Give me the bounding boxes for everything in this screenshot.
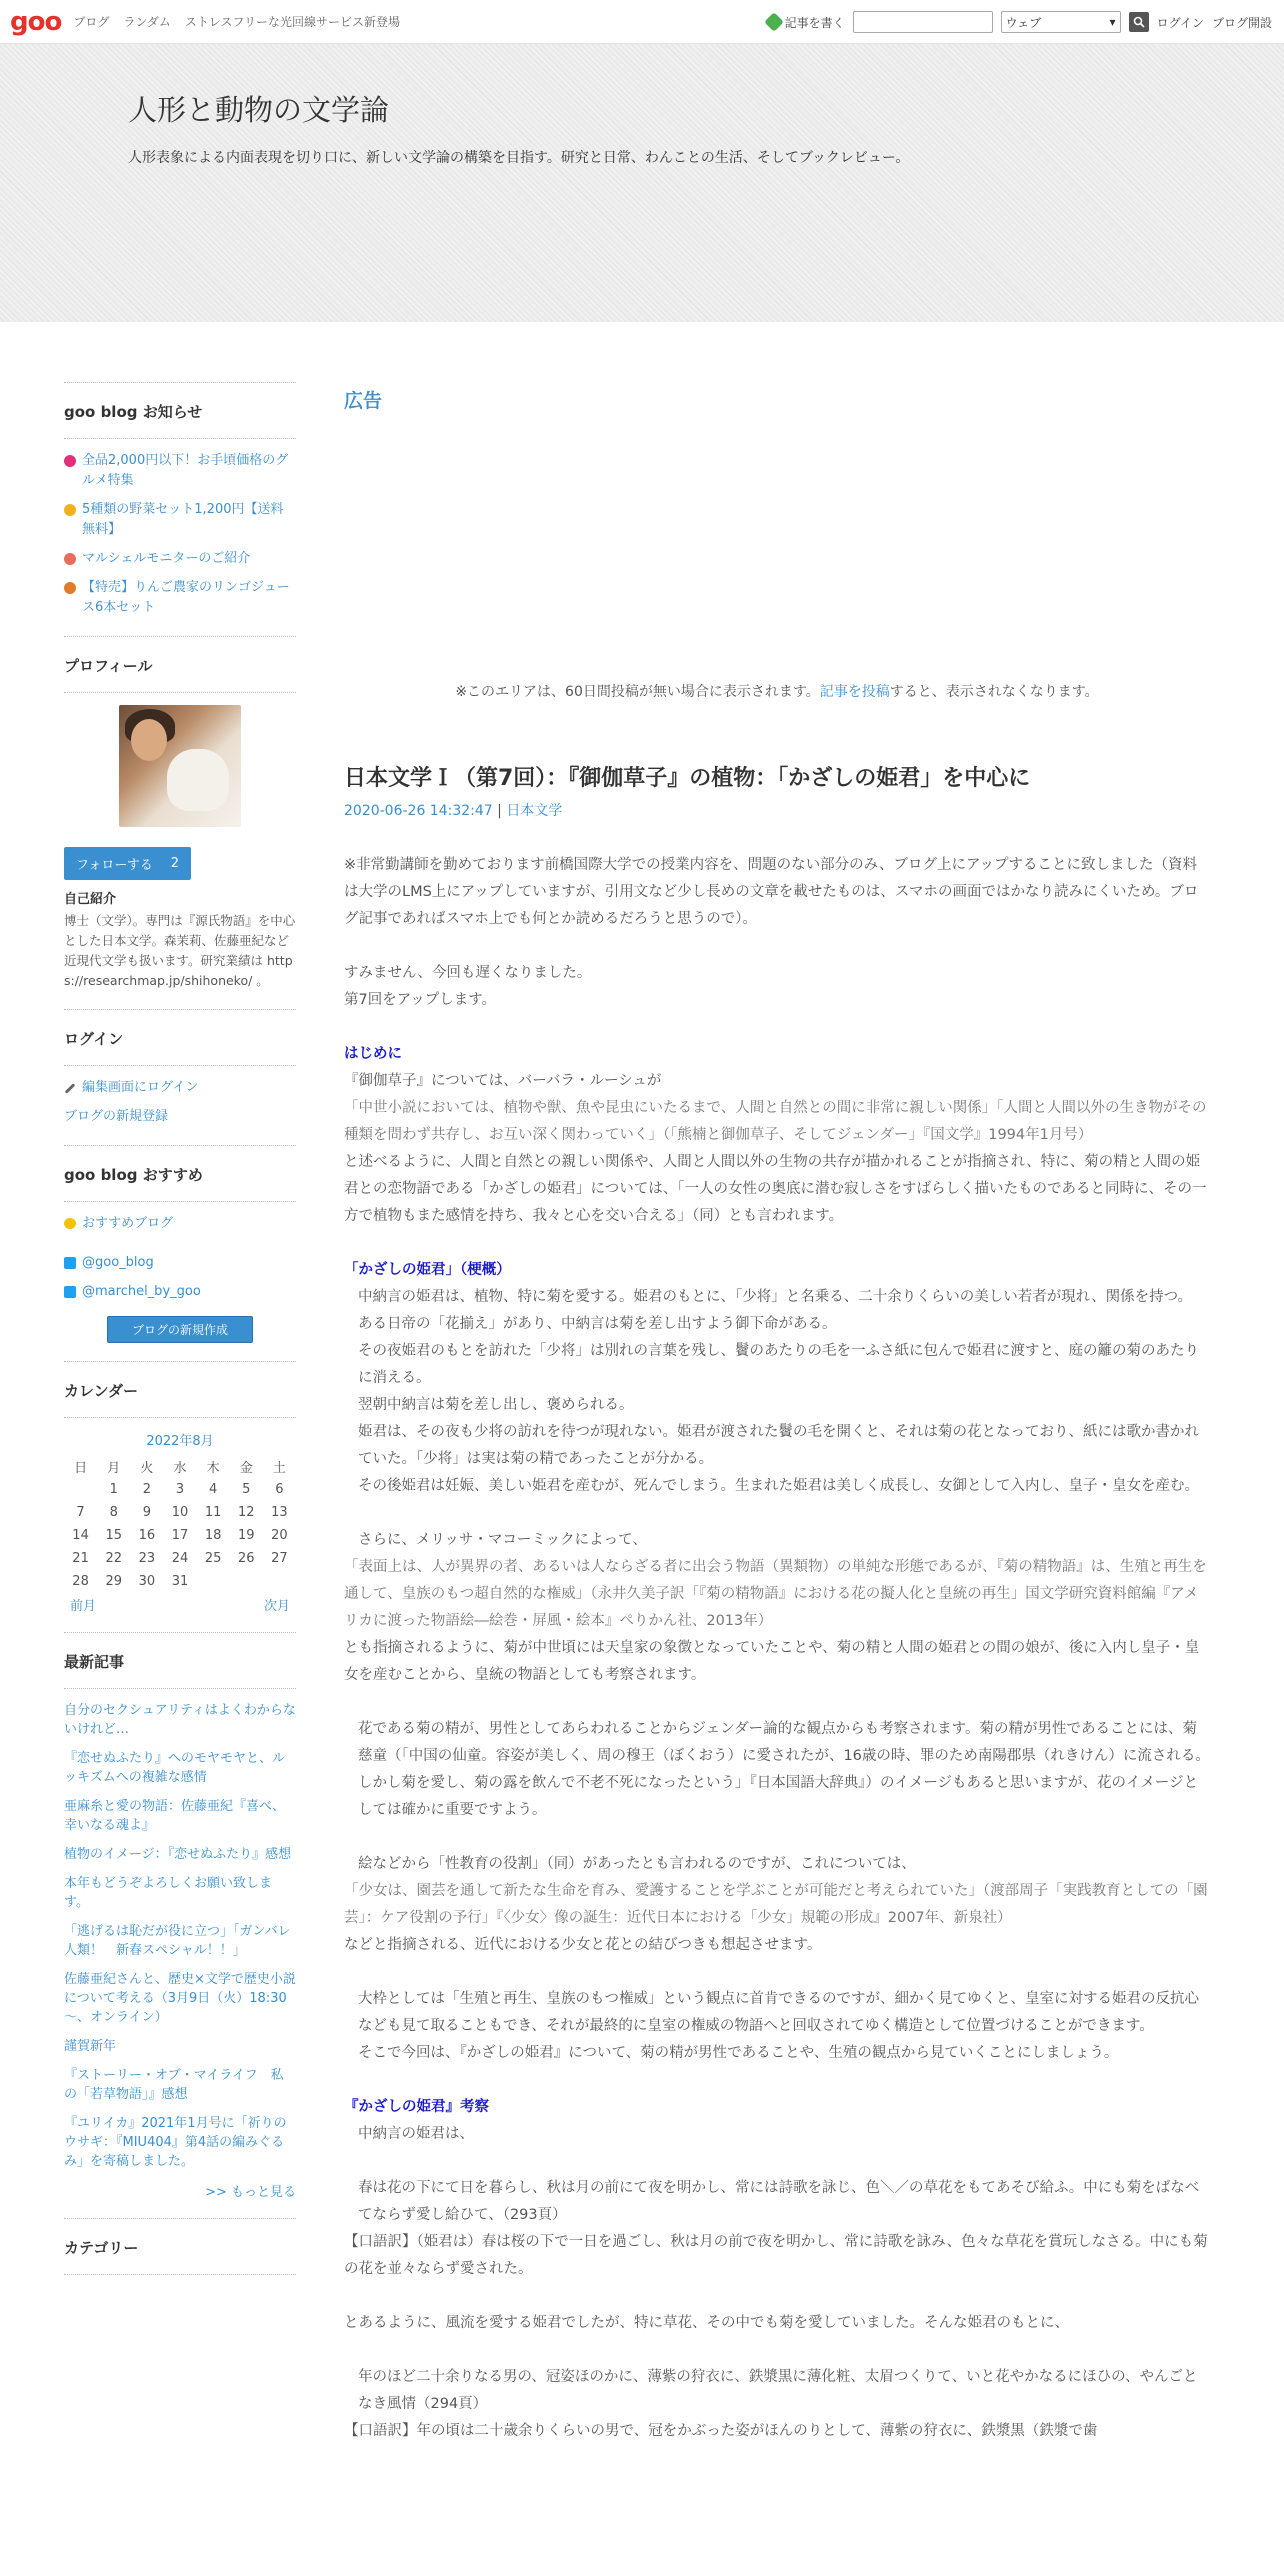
paragraph-spacer — [344, 1959, 1210, 1986]
twitter-icon — [64, 1286, 76, 1298]
calendar-weekday: 月 — [107, 1461, 121, 1476]
recent-article-link[interactable]: 植物のイメージ：『恋せぬふたり』感想 — [64, 1847, 292, 1862]
notice-item-label: 5種類の野菜セット1,200円【送料無料】 — [82, 502, 284, 537]
calendar-weekday: 金 — [239, 1461, 253, 1476]
profile-intro-text: 博士（文学）。専門は『源氏物語』を中心とした日本文学。森茉莉、佐藤亜紀など近現代文学も扱います。研究業績は https://researchmap.jp/shihoneko/ 。 — [64, 913, 296, 988]
search-button[interactable] — [1129, 12, 1149, 32]
ad-note — [344, 681, 1210, 701]
calendar-prev-link[interactable]: 前月 — [70, 1599, 97, 1614]
paragraph: 絵などから「性教育の役割」（同）があったとも言われるのですが、これについては、 — [358, 1855, 916, 1872]
top-links — [73, 13, 400, 30]
calendar-day: 22 — [105, 1551, 122, 1566]
calendar-day: 30 — [138, 1574, 156, 1589]
recent-article-link[interactable]: 自分のセクシュアリティはよくわからないけれど… — [64, 1703, 296, 1737]
new-register-link[interactable] — [64, 1107, 296, 1127]
recent-article-link[interactable]: 『ユリイカ』2021年1月号に「祈りのウサギ：『MIU404』第4話の編みぐるみ」を寄稿しました。 — [64, 2116, 287, 2169]
calendar-weekday: 日 — [74, 1461, 88, 1476]
write-article-link[interactable] — [767, 14, 845, 31]
twitter-goo-blog-label: @goo_blog — [82, 1255, 154, 1270]
paragraph-spacer — [344, 1230, 1210, 1257]
recent-section — [64, 1632, 296, 2200]
category-section — [64, 2218, 296, 2275]
calendar-day: 14 — [72, 1528, 89, 1543]
calendar-day: 20 — [271, 1528, 288, 1543]
goo-logo[interactable]: goo — [10, 6, 62, 37]
notice-item[interactable] — [64, 500, 296, 540]
category-title: カテゴリー — [64, 2237, 296, 2275]
calendar-day: 13 — [271, 1505, 288, 1520]
pencil-icon — [764, 12, 784, 32]
calendar-day — [263, 1570, 296, 1593]
notice-item-label: 全品2,000円以下！お手頃価格のグルメ特集 — [82, 453, 289, 488]
sunflower-icon — [64, 504, 76, 516]
recent-list — [64, 1701, 296, 2171]
calendar-day: 12 — [238, 1505, 255, 1520]
top-right-tools — [767, 0, 1272, 44]
paragraph: とあるように、風流を愛する姫君でしたが、特に草花、その中でも菊を愛していました。そんな姫君のもとに、 — [344, 2314, 1069, 2331]
paragraph-spacer — [344, 2337, 1210, 2364]
follower-count: 2 — [170, 856, 179, 871]
paragraph: ※非常勤講師を勤めております前橋国際大学での授業内容を、問題のない部分のみ、ブログ上にアップすることに致しました（資料は大学のLMS上にアップしていますが、引用文など少し長めの文章を載せたものは、スマホの画面ではかなり読みにくいため。ブログ記事であればスマホ上でも何とか読めるだろうと思うので）。 — [344, 856, 1199, 927]
calendar-month[interactable]: 2022年8月 — [146, 1434, 214, 1449]
calendar-day — [197, 1570, 230, 1593]
calendar-day: 19 — [238, 1528, 255, 1543]
quotation: 「中世小説においては、植物や獣、魚や昆虫にいたるまで、人間と自然との間に非常に親しい関係」「人間と人間以外の生き物がその種類を問わず共存し、お互い深く関わっていく」（「熊楠と御伽草子、そしてジェンダー」『国文学』1994年1月号） — [344, 1099, 1207, 1143]
follow-label: フォローする — [76, 858, 153, 873]
write-article-label: 記事を書く — [784, 15, 845, 30]
calendar-weekday: 火 — [140, 1461, 154, 1476]
recommend-section — [64, 1145, 296, 1343]
paragraph: 姫君は、その夜も少将の訪れを待つが現れない。姫君が渡された鬢の毛を開くと、それは菊の花となっており、紙には歌か書かれていた。「少将」は実は菊の精であったことが分かる。 — [358, 1423, 1199, 1467]
recent-article-link[interactable]: 亜麻糸と愛の物語：佐藤亜紀『喜べ、幸いなる魂よ』 — [64, 1799, 286, 1833]
paragraph-spacer — [344, 1689, 1210, 1716]
calendar-title: カレンダー — [64, 1380, 296, 1418]
calendar-day — [64, 1478, 97, 1501]
pencil-icon — [65, 1083, 76, 1094]
recommended-blog-label: おすすめブログ — [82, 1216, 174, 1231]
recent-article-link[interactable]: 謹賀新年 — [64, 2039, 117, 2054]
calendar-day: 7 — [76, 1505, 85, 1520]
calendar-nav — [64, 1593, 296, 1614]
search-input[interactable] — [853, 11, 993, 33]
paragraph-spacer — [344, 1014, 1210, 1041]
twitter-icon — [64, 1257, 76, 1269]
calendar-weekday: 水 — [173, 1461, 187, 1476]
notice-item[interactable] — [64, 578, 296, 618]
recent-article-link[interactable]: 『ストーリー・オブ・マイライフ 私の「若草物語」』感想 — [64, 2068, 284, 2102]
top-link-random[interactable]: ランダム — [123, 15, 171, 29]
blog-header — [0, 44, 1284, 322]
calendar-day: 1 — [109, 1482, 118, 1497]
quotation: 「少女は、園芸を通して新たな生命を育み、愛護することを学ぶことが可能だと考えられていた」（渡部周子「実践教育としての「園芸」：ケア役割の予行」『〈少女〉像の誕生：近代日本における「少女」規範の形成』2007年、新泉社） — [344, 1882, 1208, 1926]
calendar-day: 29 — [105, 1574, 122, 1589]
top-link-blog[interactable]: ブログ — [73, 15, 110, 29]
recent-article-link[interactable]: 佐藤亜紀さんと、歴史×文学で歴史小説について考える（3月9日（火）18:30～、オンライン） — [64, 1972, 296, 2025]
paragraph: 『御伽草子』については、バーバラ・ルーシュが — [344, 1072, 662, 1089]
paragraph: 【口語訳】年の頃は二十歳余りくらいの男で、冠をかぶった姿がほんのりとして、薄紫の狩衣に、鉄漿黒（鉄漿で歯 — [344, 2422, 1098, 2439]
search-scope-value: ウェブ — [1005, 15, 1042, 30]
post-meta — [344, 800, 1210, 820]
chevron-down-icon: ▾ — [1109, 15, 1116, 29]
calendar-day: 26 — [238, 1551, 255, 1566]
post-body — [344, 852, 1210, 2445]
calendar-week — [64, 1501, 296, 1524]
juice-icon — [64, 582, 76, 594]
section-heading: 「かざしの姫君」（梗概） — [344, 1261, 511, 1278]
calendar-day: 27 — [271, 1551, 288, 1566]
avatar — [119, 705, 241, 827]
calendar-day: 23 — [138, 1551, 156, 1566]
paragraph: 【口語訳】（姫君は）春は桜の下で一日を過ごし、秋は月の前で夜を明かし、常に詩歌を詠み、色々な草花を賞玩しなさる。中にも菊の花を並々ならず愛された。 — [344, 2233, 1208, 2277]
post-category-link[interactable]: 日本文学 — [506, 802, 563, 819]
paragraph-spacer — [344, 2067, 1210, 2094]
ad-note-after: すると、表示されなくなります。 — [889, 684, 1099, 700]
paragraph-spacer — [344, 2148, 1210, 2175]
post-title[interactable]: 日本文学Ｉ（第7回）：『御伽草子』の植物：「かざしの姫君」を中心に — [344, 766, 1031, 791]
calendar-day: 2 — [142, 1482, 151, 1497]
calendar-day: 21 — [72, 1551, 89, 1566]
blog-description: 人形表象による内面表現を切り口に、新しい文学論の構築を目指す。研究と日常、わんことの生活、そしてブックレビュー。 — [128, 150, 910, 166]
calendar-day: 10 — [171, 1505, 189, 1520]
calendar-day — [230, 1570, 263, 1593]
calendar-weekday: 木 — [206, 1461, 220, 1476]
notice-item-label: 【特売】りんご農家のリンゴジュース6本セット — [82, 580, 290, 615]
paragraph: 大枠としては「生殖と再生、皇族のもつ権威」という観点に首肯できるのですが、細かく見てゆくと、皇室に対する姫君の反抗心なども見て取ることもでき、それが最終的に皇室の権威の物語へと回収されてゆく構造として位置づけることができます。 — [358, 1990, 1199, 2034]
login-section — [64, 1009, 296, 1127]
follow-button[interactable] — [64, 847, 191, 880]
profile-section — [64, 636, 296, 991]
meta-separator: | — [497, 802, 507, 819]
calendar-day: 3 — [175, 1482, 185, 1497]
more-articles-link[interactable]: >> もっと見る — [205, 2185, 296, 2200]
calendar-section — [64, 1361, 296, 1614]
calendar-table — [64, 1455, 296, 1593]
recent-article-link[interactable]: 「逃げるは恥だが役に立つ」「ガンバレ人類！ 新春スペシャル！！」 — [64, 1924, 291, 1958]
recommend-title: goo blog おすすめ — [64, 1164, 296, 1202]
calendar-day: 24 — [171, 1551, 189, 1566]
open-blog-link[interactable]: ブログ開設 — [1211, 15, 1272, 30]
notice-section — [64, 382, 296, 618]
lightbulb-icon — [64, 1218, 76, 1229]
profile-intro-heading: 自己紹介 — [64, 892, 117, 907]
edit-login-link[interactable] — [64, 1078, 296, 1098]
paragraph: と述べるように、人間と自然との親しい関係や、人間と人間以外の生物の共存が描かれることが指摘され、特に、菊の精と人間の姫君との恋物語である「かざしの姫君」については、「一人の女性の奥底に潜む寂しさをすばらしく描いたものであると同時に、その一方で植物もまた感情を持ち、我々と心を交い合える」（同）とも言われます。 — [344, 1153, 1207, 1224]
calendar-day: 17 — [171, 1528, 189, 1543]
twitter-goo-blog-link[interactable] — [64, 1253, 296, 1273]
ad-label: 広告 — [344, 390, 383, 412]
quotation: 「表面上は、人が異界の者、あるいは人ならざる者に出会う物語（異類物）の単純な形態であるが、『菊の精物語』は、生殖と再生を通して、皇族のもつ超自然的な権威」（永井久美子訳「『菊の精物語』における花の擬人化と皇統の再生」国文学研究資料館編『アメリカに渡った物語絵―絵巻・屏風・絵本』ぺりかん社、2013年） — [344, 1558, 1207, 1629]
paragraph: 花である菊の精が、男性としてあらわれることからジェンダー論的な観点からも考察されます。菊の精が男性であることには、菊慈童（「中国の仙童。容姿が美しく、周の穆王（ぼくおう）に愛されたが、16歳の時、罪のため南陽郡県（れきけん）に流される。しかし菊を愛し、菊の露を飲んで不老不死になったという」『日本国語大辞典』）のイメージもあると思いますが、花のイメージとしては確かに重要ですよう。 — [358, 1720, 1210, 1818]
section-heading: はじめに — [344, 1045, 402, 1062]
search-icon — [1133, 16, 1145, 28]
paragraph: とも指摘されるように、菊が中世頃には天皇家の象徴となっていたことや、菊の精と人間の姫君との間の娘が、後に入内し皇子・皇女を産むことから、皇統の物語としても考察されます。 — [344, 1639, 1200, 1683]
paragraph-spacer — [344, 2283, 1210, 2310]
new-register-label: ブログの新規登録 — [64, 1109, 169, 1124]
calendar-day: 15 — [105, 1528, 122, 1543]
calendar-week — [64, 1547, 296, 1570]
paragraph: ある日帝の「花揃え」があり、中納言は菊を差し出すよう御下命がある。 — [358, 1315, 837, 1332]
flower-icon — [64, 553, 76, 565]
calendar-day: 11 — [204, 1505, 222, 1520]
paragraph: などと指摘される、近代における少女と花との結びつきも想起させます。 — [344, 1936, 822, 1953]
login-link[interactable]: ログイン — [1156, 15, 1204, 30]
ad-note-before: ※このエリアは、60日間投稿が無い場合に表示されます。 — [455, 684, 820, 700]
calendar-next-link[interactable]: 次月 — [263, 1599, 290, 1614]
new-blog-button[interactable]: ブログの新規作成 — [107, 1316, 253, 1343]
calendar-day: 31 — [171, 1574, 189, 1589]
paragraph: さらに、メリッサ・マコーミックによって、 — [358, 1531, 647, 1548]
calendar-day: 16 — [138, 1528, 156, 1543]
calendar-weekday: 土 — [272, 1461, 286, 1476]
recent-article-link[interactable]: 本年もどうぞよろしくお願い致します。 — [64, 1876, 273, 1910]
notice-list — [64, 451, 296, 618]
paragraph: 中納言の姫君は、 — [358, 2125, 474, 2142]
twitter-marchel-label: @marchel_by_goo — [82, 1284, 201, 1299]
paragraph-spacer — [344, 1824, 1210, 1851]
notice-item[interactable] — [64, 549, 296, 569]
music-note-icon — [64, 455, 76, 467]
login-title: ログイン — [64, 1028, 296, 1066]
blog-title[interactable]: 人形と動物の文学論 — [128, 93, 390, 127]
paragraph-spacer — [344, 1500, 1210, 1527]
calendar-week — [64, 1524, 296, 1547]
paragraph: 翌朝中納言は菊を差し出し、褒められる。 — [358, 1396, 634, 1413]
calendar-week — [64, 1478, 296, 1501]
twitter-marchel-link[interactable] — [64, 1282, 296, 1302]
sidebar — [64, 382, 296, 2293]
top-link-hikari[interactable]: ストレスフリーな光回線サービス新登場 — [184, 15, 401, 29]
calendar-day: 4 — [208, 1482, 218, 1497]
search-scope-select[interactable] — [1001, 11, 1121, 33]
main-content — [344, 382, 1210, 2445]
calendar-day: 5 — [242, 1482, 251, 1497]
calendar-day: 9 — [142, 1505, 151, 1520]
post-article-link[interactable]: 記事を投稿 — [819, 684, 890, 700]
paragraph: その後姫君は妊娠、美しい姫君を産むが、死んでしまう。生まれた姫君は美しく成長し、女御として入内し、皇子・皇女を産む。 — [358, 1477, 1199, 1494]
notice-item-label: マルシェルモニターのご紹介 — [82, 551, 251, 566]
recent-title: 最新記事 — [64, 1651, 296, 1689]
profile-title: プロフィール — [64, 655, 296, 693]
section-heading: 『かざしの姫君』考察 — [344, 2098, 489, 2115]
edit-login-label: 編集画面にログイン — [82, 1080, 199, 1095]
paragraph: その夜姫君のもとを訪れた「少将」は別れの言葉を残し、鬢のあたりの毛を一ふさ紙に包んで姫君に渡すと、庭の籬の菊のあたりに消える。 — [358, 1342, 1199, 1386]
calendar-week — [64, 1570, 296, 1593]
recommended-blog-link[interactable] — [64, 1214, 296, 1234]
paragraph-spacer — [344, 933, 1210, 960]
paragraph: 春は花の下にて日を暮らし、秋は月の前にて夜を明かし、常には詩歌を詠じ、色＼／の草花をもてあそび給ふ。中にも菊をばなべてならず愛し給ひて、（293頁） — [358, 2179, 1200, 2223]
paragraph: そこで今回は、『かざしの姫君』について、菊の精が男性であることや、生殖の観点から見ていくことにしましょう。 — [358, 2044, 1119, 2061]
paragraph: 中納言の姫君は、植物、特に菊を愛する。姫君のもとに、「少将」と名乗る、二十余りくらいの美しい若者が現れ、関係を持つ。 — [358, 1288, 1193, 1305]
paragraph: 第7回をアップします。 — [344, 991, 497, 1008]
notice-item[interactable] — [64, 451, 296, 491]
paragraph: 年のほど二十余りなる男の、冠姿ほのかに、薄紫の狩衣に、鉄漿黒に薄化粧、太眉つくりて、いと花やかなるにほひの、やんごとなき風情（294頁） — [358, 2368, 1198, 2412]
recent-article-link[interactable]: 『恋せぬふたり』へのモヤモヤと、ルッキズムへの複雑な感情 — [64, 1751, 286, 1785]
calendar-day: 28 — [72, 1574, 89, 1589]
calendar-day: 6 — [275, 1482, 284, 1497]
calendar-day: 18 — [204, 1528, 222, 1543]
calendar-day: 25 — [204, 1551, 222, 1566]
top-navigation-bar — [0, 0, 1284, 44]
calendar-day: 8 — [109, 1505, 118, 1520]
paragraph: すみません、今回も遅くなりました。 — [344, 964, 592, 981]
notice-title: goo blog お知らせ — [64, 401, 296, 439]
post-date[interactable]: 2020-06-26 14:32:47 — [344, 802, 493, 819]
